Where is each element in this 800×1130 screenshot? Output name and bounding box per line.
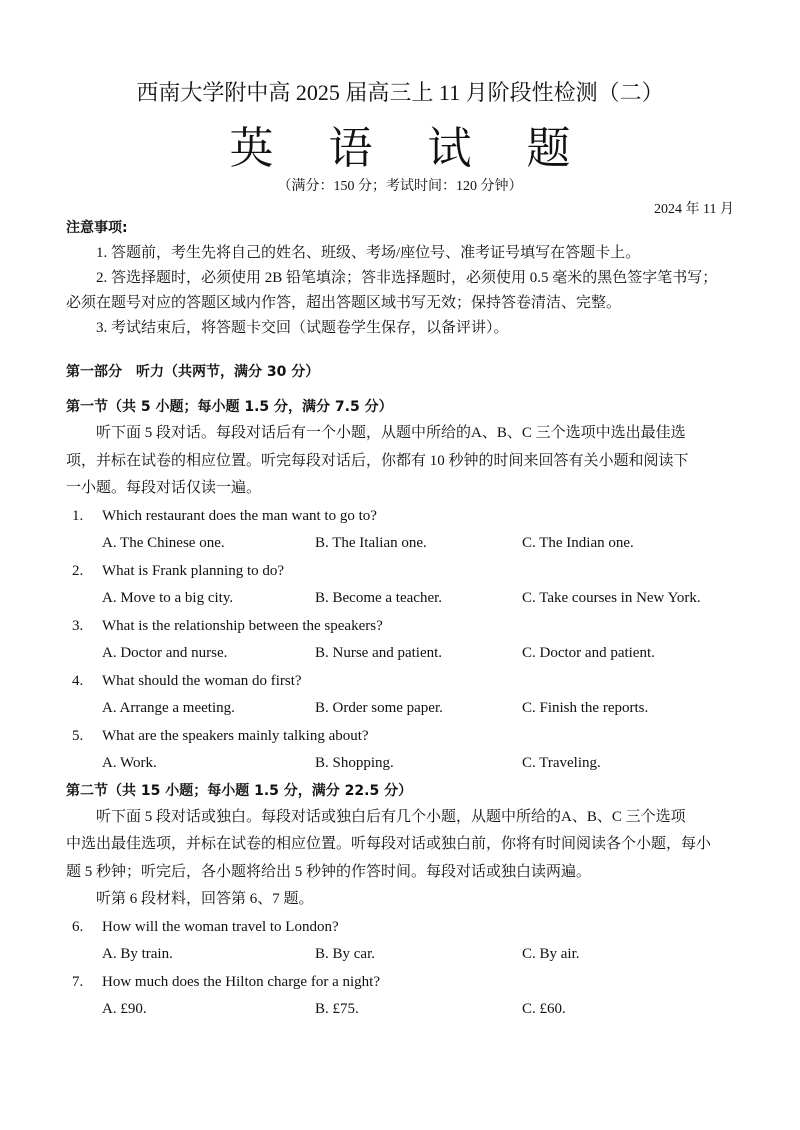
question-number: 4.	[72, 672, 84, 689]
question-number: 6.	[72, 918, 84, 935]
notes-heading: 注意事项:	[66, 220, 128, 236]
answer-options	[66, 695, 736, 723]
part1-heading: 第一部分 听力（共两节，满分 30 分）	[66, 364, 320, 380]
exam-date: 2024 年 11 月	[654, 202, 734, 217]
option-c[interactable]: C. Traveling.	[522, 755, 601, 771]
note-number: 2.	[96, 270, 108, 286]
instruction-line: 一小题。每段对话仅读一遍。	[66, 480, 262, 496]
option-a[interactable]: A. The Chinese one.	[102, 535, 225, 551]
option-b[interactable]: B. Become a teacher.	[315, 590, 443, 606]
option-c[interactable]: C. £60.	[522, 1001, 566, 1017]
instruction-line: 题 5 秒钟；听完后，各小题将给出 5 秒钟的作答时间。每段对话或独白读两遍。	[66, 863, 592, 880]
option-b[interactable]: B. Order some paper.	[315, 700, 443, 716]
question-text: What are the speakers mainly talking about?	[102, 727, 369, 744]
answer-options	[66, 750, 736, 778]
question	[66, 914, 736, 942]
option-a[interactable]: A. Doctor and nurse.	[102, 645, 228, 661]
note-item	[66, 266, 736, 291]
answer-options	[66, 996, 736, 1024]
option-b[interactable]: B. By car.	[315, 946, 375, 962]
exam-title: 西南大学附中高 2025 届高三上 11 月阶段性检测（二）	[136, 80, 664, 105]
notes-section	[66, 216, 736, 341]
option-a[interactable]: A. By train.	[102, 946, 173, 962]
question	[66, 613, 736, 641]
note-text: 答选择题时，必须使用 2B 铅笔填涂；答非选择题时，必须使用 0.5 毫米的黑色签字笔书写；	[111, 270, 718, 286]
question-text: How much does the Hilton charge for a night?	[102, 973, 380, 990]
section1-heading: 第一节（共 5 小题；每小题 1.5 分，满分 7.5 分）	[66, 399, 393, 415]
instruction-line: 项，并标在试卷的相应位置。听完每段对话后，你都有 10 秒钟的时间来回答有关小题和阅读下	[66, 452, 689, 469]
section2-heading: 第二节（共 15 小题；每小题 1.5 分，满分 22.5 分）	[66, 782, 413, 799]
question	[66, 558, 736, 586]
question-number: 5.	[72, 727, 84, 744]
note-continuation: 必须在题号对应的答题区域内作答，超出答题区域书写无效；保持答卷清洁、完整。	[66, 295, 622, 311]
question	[66, 503, 736, 531]
question-text: What is the relationship between the speakers?	[102, 617, 383, 634]
question	[66, 668, 736, 696]
question-text: How will the woman travel to London?	[102, 918, 339, 935]
question-number: 7.	[72, 973, 84, 990]
question	[66, 723, 736, 751]
option-c[interactable]: C. The Indian one.	[522, 535, 634, 551]
section1-questions	[66, 503, 736, 778]
question-number: 1.	[72, 507, 84, 524]
note-number: 3.	[96, 320, 108, 336]
option-b[interactable]: B. Nurse and patient.	[315, 645, 443, 661]
question-text: What is Frank planning to do?	[102, 562, 285, 579]
option-b[interactable]: B. The Italian one.	[315, 535, 427, 551]
question-text: Which restaurant does the man want to go to?	[102, 507, 377, 524]
answer-options	[66, 530, 736, 558]
subject-title: 英 语 试 题	[229, 124, 593, 173]
section1-instructions	[66, 420, 736, 503]
note-item	[66, 316, 736, 341]
instruction-line: 听下面 5 段对话或独白。每段对话或独白后有几个小题，从题中所给的A、B、C 三个选项	[96, 808, 686, 825]
option-c[interactable]: C. Doctor and patient.	[522, 645, 655, 661]
section2-instructions	[66, 804, 736, 914]
option-c[interactable]: C. Finish the reports.	[522, 700, 649, 716]
option-a[interactable]: A. Work.	[102, 755, 157, 771]
question-text: What should the woman do first?	[102, 672, 302, 689]
option-c[interactable]: C. Take courses in New York.	[522, 590, 701, 606]
option-a[interactable]: A. £90.	[102, 1001, 147, 1017]
note-item	[66, 241, 736, 266]
answer-options	[66, 585, 736, 613]
note-text: 答题前，考生先将自己的姓名、班级、考场/座位号、准考证号填写在答题卡上。	[111, 245, 641, 261]
question-number: 3.	[72, 617, 84, 634]
answer-options	[66, 941, 736, 969]
option-b[interactable]: B. Shopping.	[315, 755, 394, 771]
instruction-line: 中选出最佳选项，并标在试卷的相应位置。听每段对话或独白前，你将有时间阅读各个小题，每小	[66, 836, 712, 852]
exam-body	[66, 216, 736, 1024]
option-a[interactable]: A. Arrange a meeting.	[102, 700, 235, 716]
material-note: 听第 6 段材料，回答第 6、7 题。	[96, 891, 314, 907]
option-c[interactable]: C. By air.	[522, 946, 580, 962]
question-number: 2.	[72, 562, 84, 579]
note-text: 考试结束后，将答题卡交回（试题卷学生保存，以备评讲）。	[111, 320, 509, 336]
exam-info: （满分：150 分；考试时间：120 分钟）	[277, 179, 523, 194]
note-number: 1.	[96, 245, 108, 261]
instruction-line: 听下面 5 段对话。每段对话后有一个小题，从题中所给的A、B、C 三个选项中选出最佳选	[96, 425, 686, 441]
answer-options	[66, 640, 736, 668]
section2-questions	[66, 914, 736, 1024]
question	[66, 969, 736, 997]
option-b[interactable]: B. £75.	[315, 1001, 359, 1017]
option-a[interactable]: A. Move to a big city.	[102, 590, 234, 606]
